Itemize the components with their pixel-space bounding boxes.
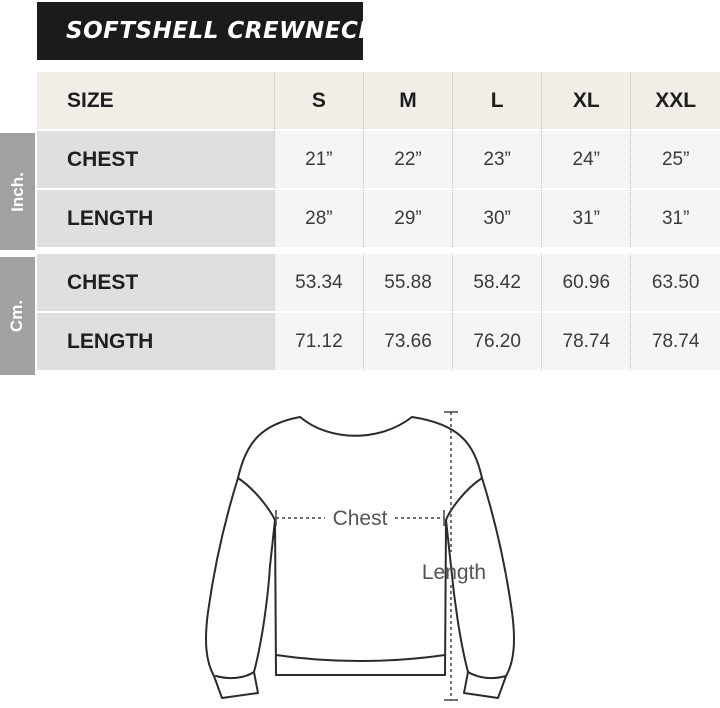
right-cuff <box>468 672 506 678</box>
size-header-l: L <box>453 72 542 130</box>
hem-band <box>276 655 445 661</box>
table-cell: 31” <box>542 189 631 248</box>
row-label: LENGTH <box>37 189 274 248</box>
table-cell: 31” <box>631 189 720 248</box>
table-cell: 78.74 <box>542 312 631 371</box>
table-cell: 76.20 <box>453 312 542 371</box>
table-cell: 28” <box>274 189 363 248</box>
table-cell: 60.96 <box>542 254 631 312</box>
chest-label: Chest <box>332 507 388 530</box>
inch-section-tab <box>0 133 35 250</box>
size-header-xl: XL <box>542 72 631 130</box>
size-header-label: SIZE <box>37 72 274 130</box>
cm-tab-label: Cm. <box>7 299 27 333</box>
table-row-cm-length <box>37 312 720 371</box>
collar-outline <box>300 417 412 436</box>
table-cell: 21” <box>274 130 363 189</box>
sweatshirt-outline <box>206 417 514 698</box>
table-cell: 78.74 <box>631 312 720 371</box>
title-banner <box>37 2 377 60</box>
size-header-xxl: XXL <box>631 72 720 130</box>
table-cell: 25” <box>631 130 720 189</box>
table-row-inch-length <box>37 189 720 248</box>
left-cuff <box>216 672 254 678</box>
row-label: CHEST <box>37 130 274 189</box>
table-cell: 73.66 <box>363 312 452 371</box>
table-header-row <box>37 72 720 130</box>
table-cell: 55.88 <box>363 254 452 312</box>
table-cell: 63.50 <box>631 254 720 312</box>
page-title: SOFTSHELL CREWNECK <box>66 18 377 44</box>
row-label: CHEST <box>37 254 274 312</box>
size-chart-table <box>37 72 720 372</box>
row-label: LENGTH <box>37 312 274 371</box>
table-cell: 22” <box>363 130 452 189</box>
cm-section-tab <box>0 257 35 375</box>
table-cell: 29” <box>363 189 452 248</box>
size-header-m: M <box>363 72 452 130</box>
table-cell: 24” <box>542 130 631 189</box>
table-cell: 58.42 <box>453 254 542 312</box>
size-header-s: S <box>274 72 363 130</box>
sweatshirt-diagram <box>0 380 720 708</box>
table-cell: 53.34 <box>274 254 363 312</box>
left-sleeve-seam <box>238 478 275 520</box>
table-row-cm-chest <box>37 254 720 312</box>
length-label: Length <box>421 561 487 584</box>
inch-tab-label: Inch. <box>7 171 27 212</box>
table-row-inch-chest <box>37 130 720 189</box>
table-cell: 30” <box>453 189 542 248</box>
table-cell: 71.12 <box>274 312 363 371</box>
table-cell: 23” <box>453 130 542 189</box>
